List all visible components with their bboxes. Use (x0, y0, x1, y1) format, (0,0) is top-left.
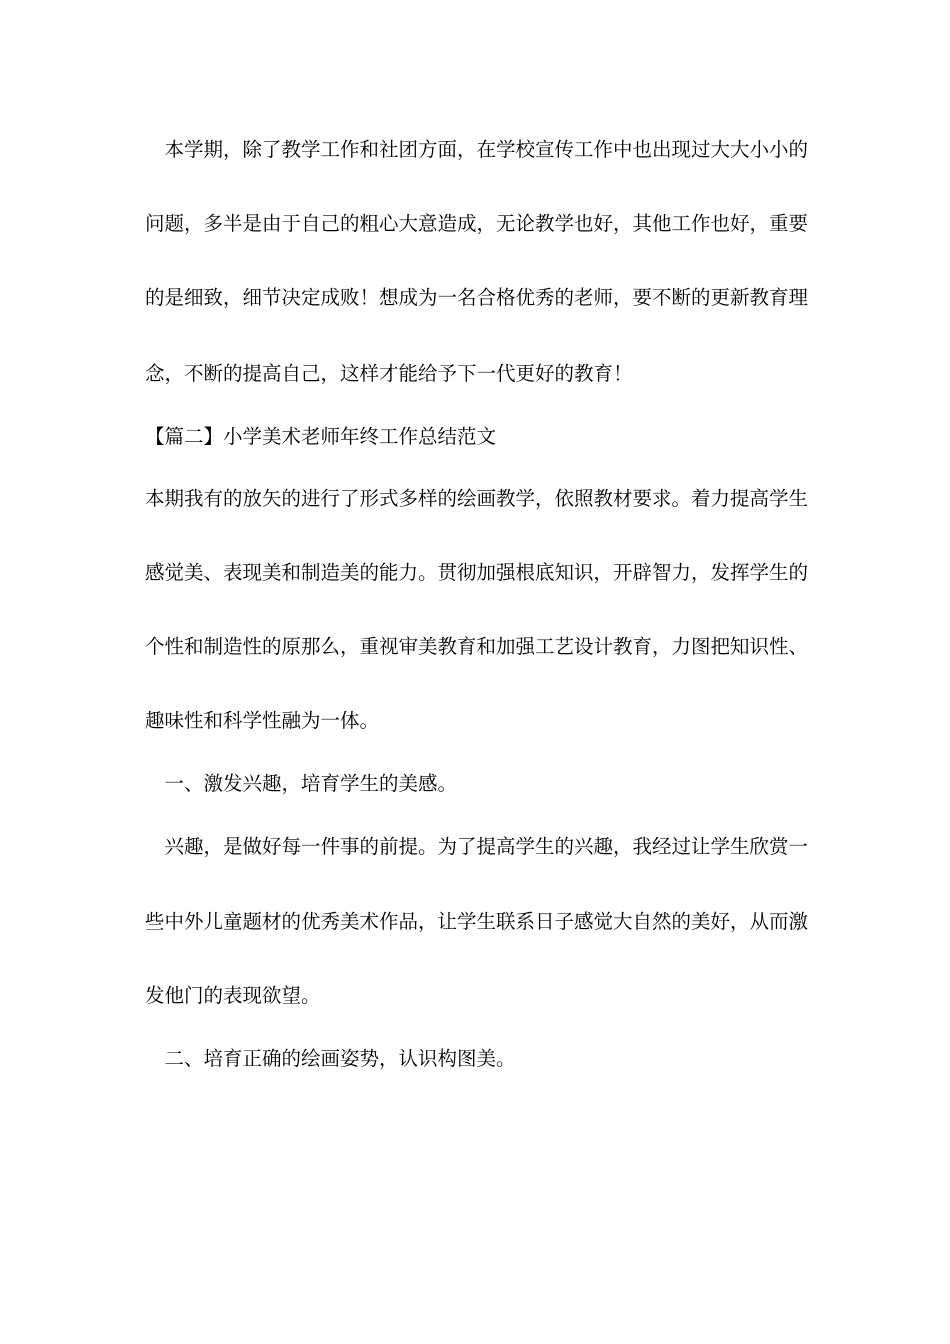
paragraph-line: 发他门的表现欲望。 (145, 984, 321, 1007)
paragraph-line: 本期我有的放矢的进行了形式多样的绘画教学，依照教材要求。着力提高学生 (145, 487, 809, 510)
paragraph-line: 个性和制造性的原那么，重视审美教育和加强工艺设计教育，力图把知识性、 (145, 635, 809, 658)
paragraph-line: 兴趣，是做好每一件事的前提。为了提高学生的兴趣，我经过让学生欣赏一 (145, 835, 809, 858)
paragraph-line: 趣味性和科学性融为一体。 (145, 709, 380, 732)
paragraph-line: 问题，多半是由于自己的粗心大意造成，无论教学也好，其他工作也好，重要 (145, 212, 809, 235)
section-heading: 【篇二】小学美术老师年终工作总结范文 (145, 425, 497, 448)
subheading-line: 二、培育正确的绘画姿势，认识构图美。 (145, 1047, 516, 1070)
paragraph-line: 的是细致，细节决定成败！想成为一名合格优秀的老师，要不断的更新教育理 (145, 286, 809, 309)
paragraph-line: 本学期，除了教学工作和社团方面，在学校宣传工作中也出现过大大小小的 (145, 138, 809, 161)
paragraph-line: 感觉美、表现美和制造美的能力。贯彻加强根底知识，开辟智力，发挥学生的 (145, 561, 809, 584)
paragraph-line: 念，不断的提高自己，这样才能给予下一代更好的教育！ (145, 362, 633, 385)
paragraph-line: 些中外儿童题材的优秀美术作品，让学生联系日子感觉大自然的美好，从而激 (145, 910, 809, 933)
subheading-line: 一、激发兴趣，培育学生的美感。 (145, 772, 458, 795)
